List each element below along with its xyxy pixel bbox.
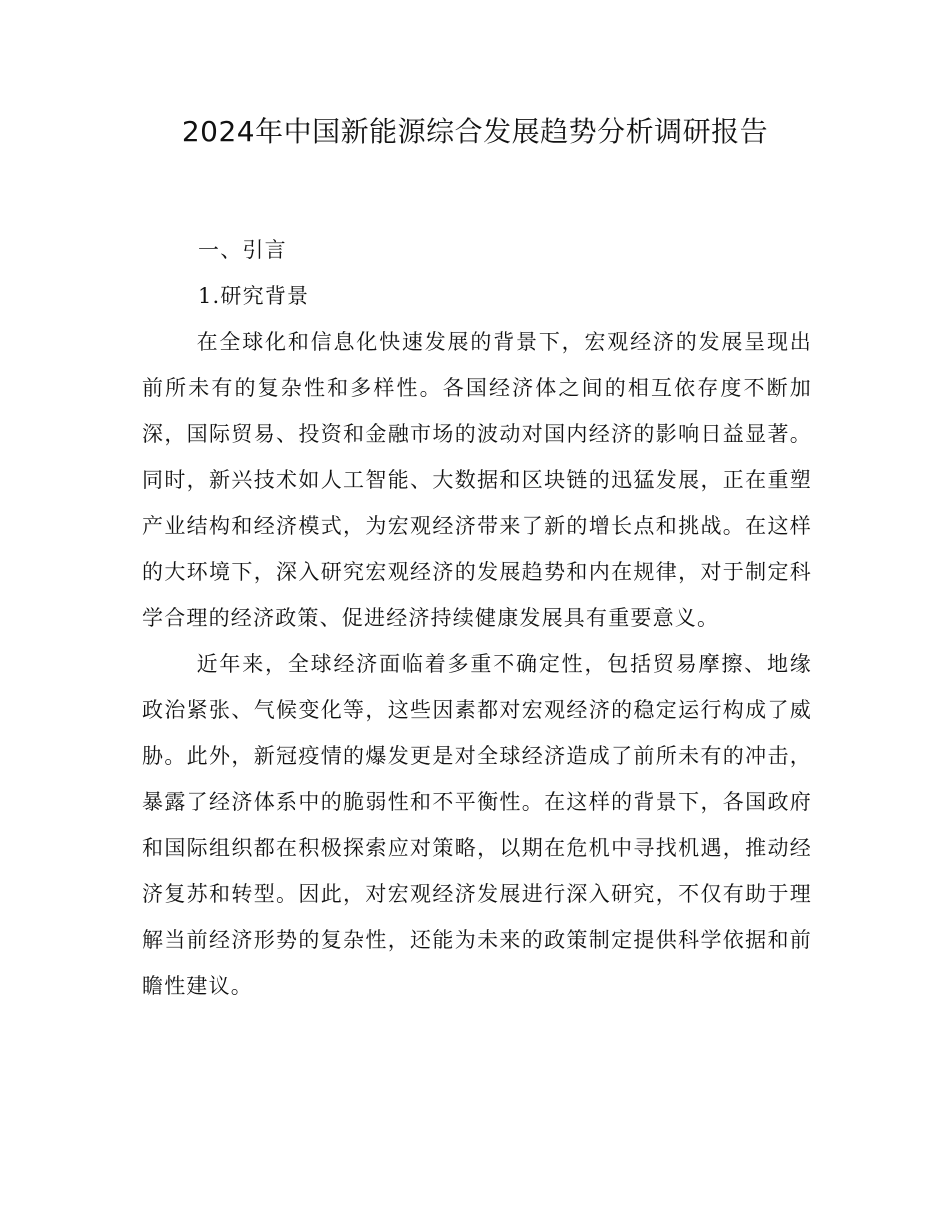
section-heading: 一、引言 — [198, 238, 287, 262]
document-title: 2024年中国新能源综合发展趋势分析调研报告 — [181, 115, 769, 148]
paragraph-1: 在全球化和信息化快速发展的背景下，宏观经济的发展呈现出前所未有的复杂性和多样性。各国经济体之间的相互依存度不断加深，国际贸易、投资和金融市场的波动对国内经济的影响日益显著。同时，新兴技术如人工智能、大数据和区块链的迅猛发展，正在重塑产业结构和经济模式，为宏观经济带来了新的增长点和挑战。在这样的大环境下，深入研究宏观经济的发展趋势和内在规律，对于制定科学合理的经济政策、促进经济持续健康发展具有重要意义。 — [142, 330, 812, 630]
document-body — [142, 227, 812, 1009]
paragraph-2: 近年来，全球经济面临着多重不确定性，包括贸易摩擦、地缘政治紧张、气候变化等，这些因素都对宏观经济的稳定运行构成了威胁。此外，新冠疫情的爆发更是对全球经济造成了前所未有的冲击，暴露了经济体系中的脆弱性和不平衡性。在这样的背景下，各国政府和国际组织都在积极探索应对策略，以期在危机中寻找机遇，推动经济复苏和转型。因此，对宏观经济发展进行深入研究，不仅有助于理解当前经济形势的复杂性，还能为未来的政策制定提供科学依据和前瞻性建议。 — [142, 652, 812, 998]
subsection-heading: 1.研究背景 — [198, 284, 310, 308]
